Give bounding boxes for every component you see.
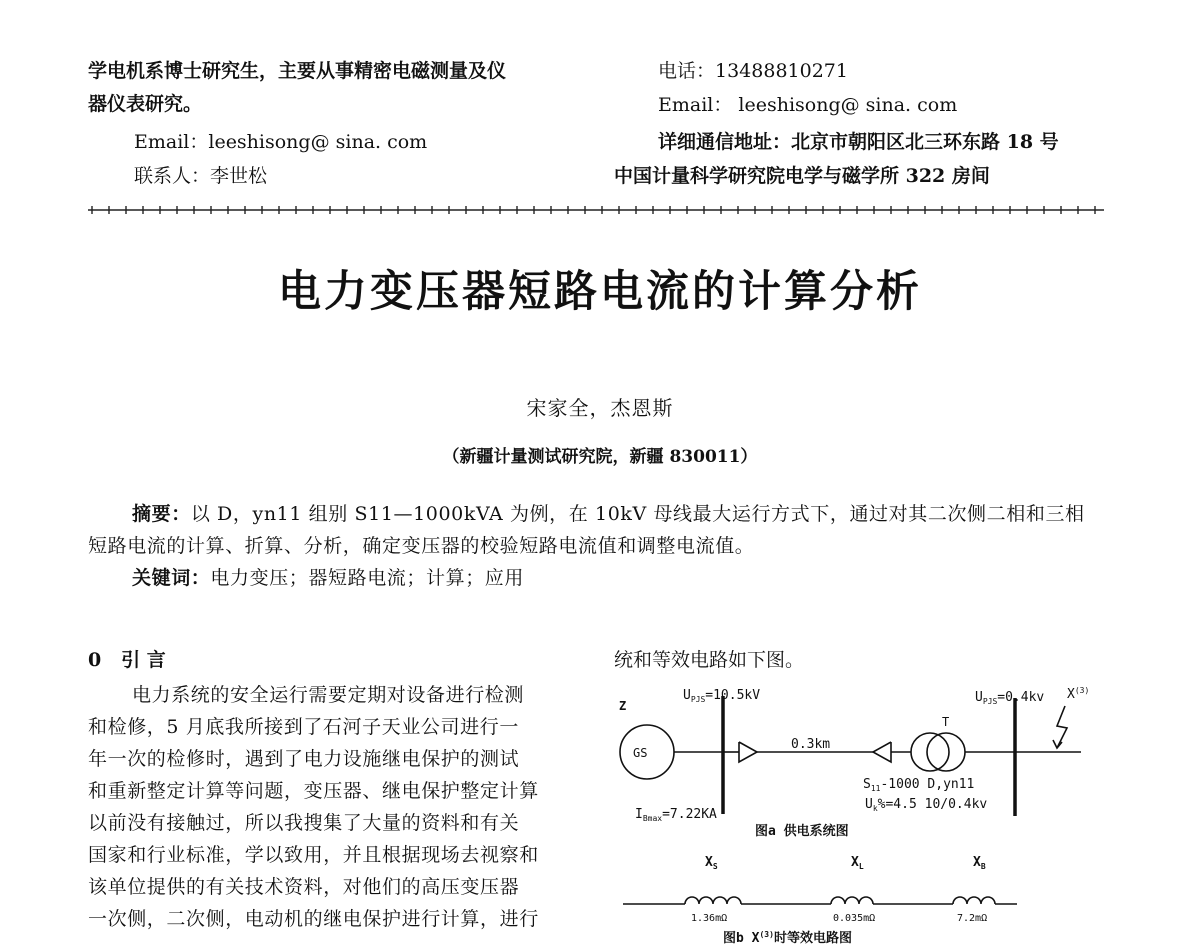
caption-a: 图a 供电系统图 bbox=[755, 824, 849, 839]
xs-x: X bbox=[705, 855, 713, 870]
body-line: 国家和行业标准，学以致用，并且根据现场去视察和 bbox=[88, 844, 539, 866]
r1-value: 1.36mΩ bbox=[691, 913, 728, 924]
uk-val: %=4.5 10/0.4kv bbox=[877, 797, 988, 812]
r3-value: 7.2mΩ bbox=[957, 913, 988, 924]
article-title: 电力变压器短路电流的计算分析 bbox=[278, 267, 922, 317]
transformer-rating bbox=[863, 777, 974, 793]
bio-line-1: 学电机系博士研究生，主要从事精密电磁测量及仪 bbox=[88, 60, 507, 82]
section-title: 引 言 bbox=[121, 649, 166, 671]
figure-intro: 统和等效电路如下图。 bbox=[614, 649, 805, 671]
xb-label bbox=[973, 855, 986, 871]
lv-u-val: =0.4kv bbox=[997, 690, 1045, 705]
xl-label bbox=[851, 855, 864, 871]
xs-label bbox=[705, 855, 718, 871]
r2-value: 0.035mΩ bbox=[833, 913, 876, 924]
i-label: I bbox=[635, 807, 643, 822]
author-email: Email：leeshisong@ sina. com bbox=[134, 131, 428, 153]
body-line: 以前没有接触过，所以我搜集了大量的资料和有关 bbox=[88, 812, 520, 834]
contact-email: Email： leeshisong@ sina. com bbox=[658, 94, 958, 116]
caption-b-post: 时等效电路图 bbox=[773, 931, 852, 946]
circuit-figure bbox=[605, 676, 1105, 952]
uk-label: U bbox=[865, 797, 873, 812]
lv-voltage-label bbox=[975, 690, 1044, 706]
fault-x: X bbox=[1067, 687, 1075, 702]
body-line: 电力系统的安全运行需要定期对设备进行检测 bbox=[132, 684, 525, 706]
hv-u: U bbox=[683, 688, 691, 703]
lv-u: U bbox=[975, 690, 983, 705]
xb-sub: B bbox=[980, 862, 986, 871]
inductor-xl bbox=[831, 897, 873, 904]
gs-label: GS bbox=[633, 746, 648, 760]
abstract-line-1: 以 D，yn11 组别 S11—1000kVA 为例，在 10kV 母线最大运行方式下，通过对其二次侧二相和三相 bbox=[190, 503, 1085, 525]
inductor-xs bbox=[685, 897, 741, 904]
body-line: 和重新整定计算等问题，变压器、继电保护整定计算 bbox=[88, 780, 539, 802]
contact-person: 联系人：李世松 bbox=[134, 165, 268, 187]
uk-sub: k bbox=[872, 804, 878, 813]
body-line: 和检修，5 月底我所接到了石河子天业公司进行一 bbox=[88, 716, 519, 738]
address-line-1: 详细通信地址：北京市朝阳区北三环东路 18 号 bbox=[658, 131, 1059, 153]
dashed-divider bbox=[88, 205, 1104, 215]
transformer-coil-primary bbox=[911, 733, 949, 771]
s-sub: 11 bbox=[870, 784, 881, 793]
abstract bbox=[88, 498, 1085, 594]
address-line-2: 中国计量科学研究院电学与磁学所 322 房间 bbox=[614, 165, 990, 187]
inductor-xb bbox=[953, 897, 995, 904]
line-length-label: 0.3km bbox=[791, 737, 831, 752]
keywords-label: 关键词： bbox=[132, 567, 211, 589]
section-number: 0 bbox=[88, 649, 102, 671]
xl-x: X bbox=[851, 855, 859, 870]
s-label: S bbox=[863, 777, 871, 792]
section-heading bbox=[88, 645, 166, 672]
hv-voltage-label bbox=[683, 688, 760, 704]
transformer-label: T bbox=[942, 715, 950, 729]
keywords-text: 电力变压；器短路电流；计算；应用 bbox=[210, 567, 525, 589]
impedance-voltage bbox=[865, 797, 987, 813]
i-sub: Bmax bbox=[642, 814, 663, 823]
caption-b-sup: (3) bbox=[759, 930, 774, 939]
z-label: Z bbox=[619, 699, 627, 713]
body-line: 年一次的检修时，遇到了电力设施继电保护的测试 bbox=[88, 748, 520, 770]
caption-b-pre: 图b X bbox=[723, 931, 760, 946]
body-line: 一次侧，二次侧，电动机的继电保护进行计算，进行 bbox=[88, 908, 539, 930]
i-val: =7.22KA bbox=[662, 807, 717, 822]
line-terminal-left bbox=[739, 742, 757, 762]
short-circuit-current-label bbox=[635, 807, 717, 823]
fault-sup: (3) bbox=[1074, 686, 1090, 695]
body-line: 该单位提供的有关技术资料，对他们的高压变压器 bbox=[88, 876, 520, 898]
fault-label bbox=[1067, 686, 1089, 702]
bio-line-2: 器仪表研究。 bbox=[88, 93, 203, 115]
fault-arrow-icon bbox=[1057, 706, 1067, 748]
transformer-coil-secondary bbox=[927, 733, 965, 771]
s-val: -1000 D,yn11 bbox=[880, 777, 975, 792]
lv-u-sub: PJS bbox=[982, 697, 998, 706]
phone-number: 电话：13488810271 bbox=[658, 60, 848, 82]
caption-b bbox=[723, 930, 852, 946]
xs-sub: S bbox=[712, 862, 718, 871]
xl-sub: L bbox=[858, 862, 864, 871]
abstract-line-2: 短路电流的计算、折算、分析，确定变压器的校验短路电流值和调整电流值。 bbox=[88, 535, 755, 557]
hv-u-val: =10.5kV bbox=[705, 688, 761, 703]
xb-x: X bbox=[973, 855, 981, 870]
section-body bbox=[88, 679, 539, 935]
article-affiliation: （新疆计量测试研究院，新疆 830011） bbox=[442, 447, 758, 467]
article-authors: 宋家全，杰恩斯 bbox=[526, 396, 674, 420]
line-terminal-right bbox=[873, 742, 891, 762]
hv-u-sub: PJS bbox=[690, 695, 706, 704]
abstract-label: 摘要： bbox=[132, 503, 191, 525]
